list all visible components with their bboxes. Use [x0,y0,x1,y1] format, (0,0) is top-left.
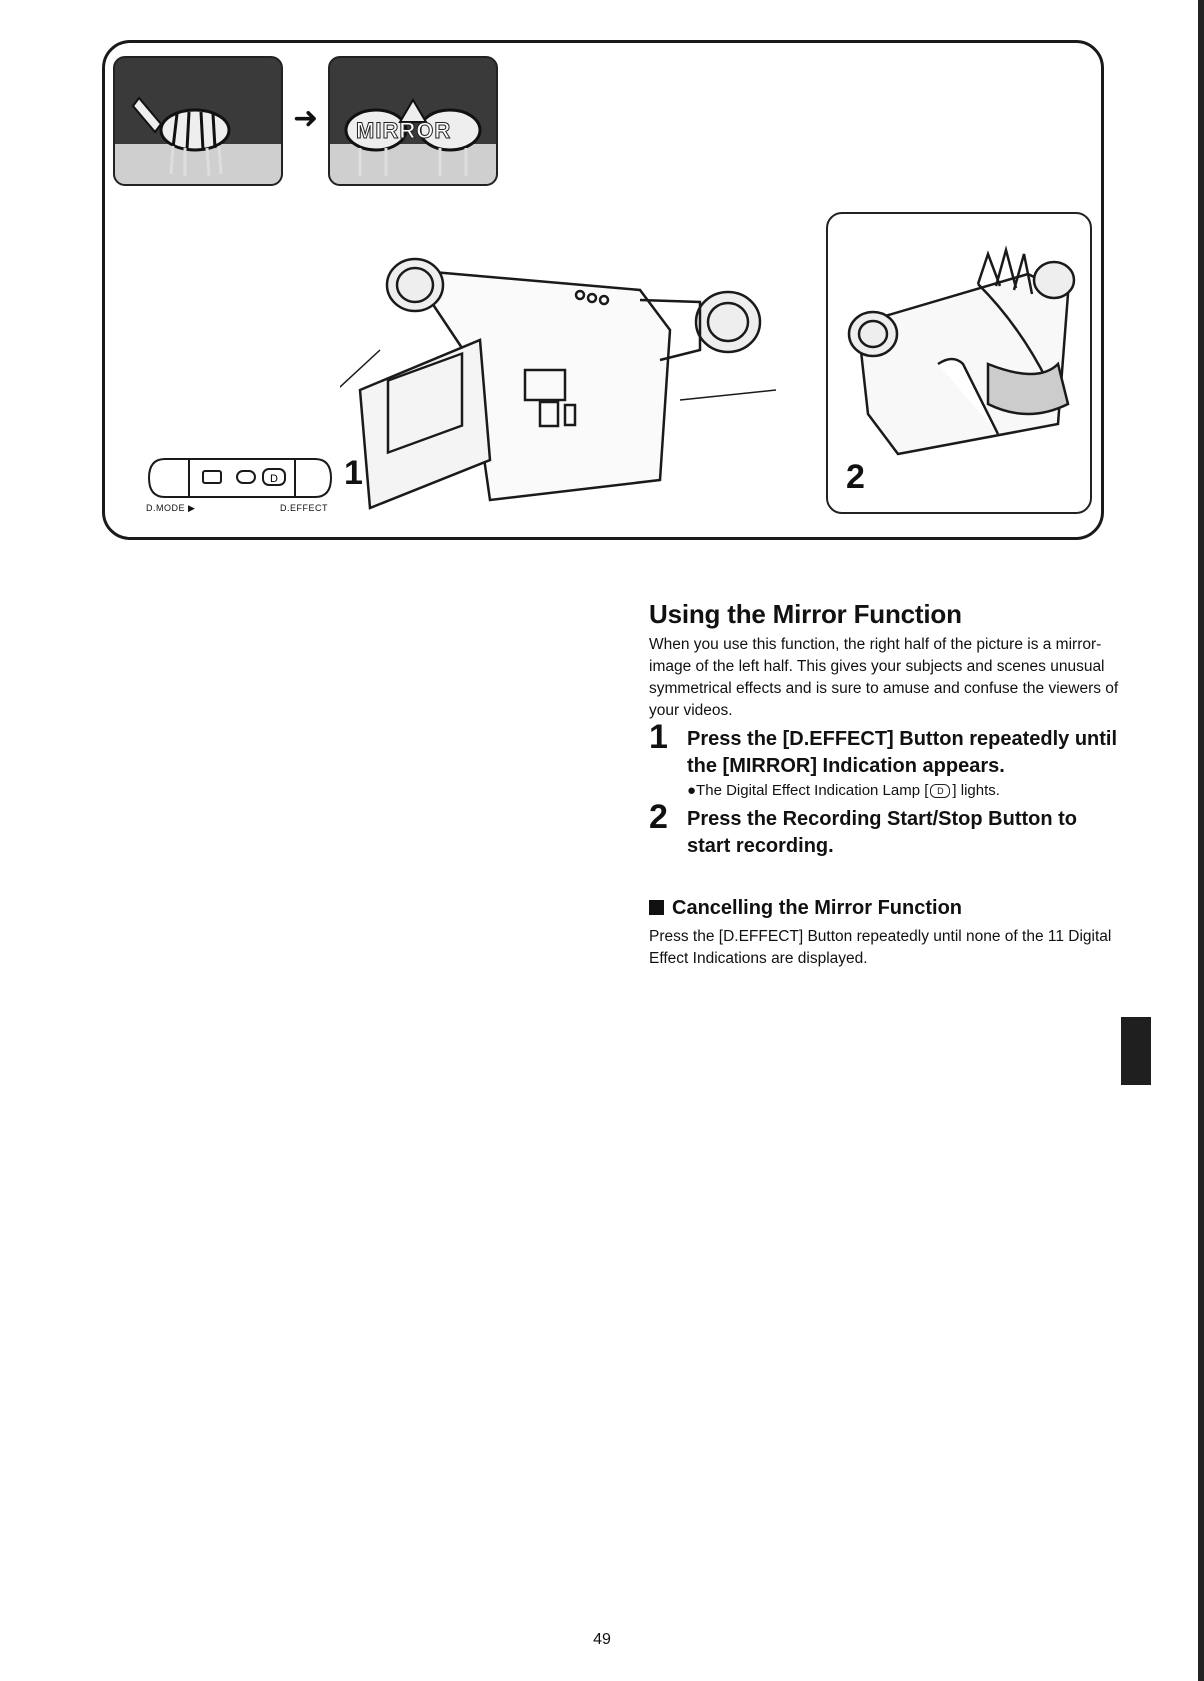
figure-step-2: 2 [846,458,865,496]
thumb-index-tab [1121,1017,1151,1085]
page-edge [1198,0,1204,1681]
step-1 [649,717,1119,802]
step-number: 2 [649,797,668,836]
arrow-right-icon: ➜ [293,102,319,135]
cancel-title: Cancelling the Mirror Function [672,896,963,919]
intro-paragraph: When you use this function, the right half of the picture is a mirror-image of the left half. This gives your subjects and scenes unusual symmetrical effects and is sure to amuse and confuse the viewers of your videos. [649,635,1119,719]
note-text-after: ] lights. [952,781,1000,799]
step-instruction: Press the [D.EFFECT] Button repeatedly until the [MIRROR] Indication appears. [687,727,1118,777]
control-strip [145,455,335,501]
figure-step-1: 1 [344,454,363,492]
svg-text:D: D [270,473,278,485]
lamp-icon: D [930,784,950,798]
section-title: Using the Mirror Function [649,599,962,629]
cancel-heading [649,896,1119,920]
step-instruction: Press the Recording Start/Stop Button to start recording. [687,807,1078,857]
cancel-paragraph: Press the [D.EFFECT] Button repeatedly until none of the 11 Digital Effect Indications are displayed. [649,927,1112,967]
camcorder-illustration [340,240,780,520]
dmode-label: D.MODE ▶ [146,503,196,513]
note-text-before: ●The Digital Effect Indication Lamp [ [687,781,929,799]
inset-step-2 [826,212,1092,514]
photo-after-mirror [328,56,498,186]
square-bullet-icon [649,900,664,915]
step-note [687,780,1119,802]
page-number: 49 [593,1631,611,1648]
text-column [649,600,1119,970]
step-number: 1 [649,717,668,756]
mirror-indication: MIRROR [356,118,452,143]
step-2 [649,797,1119,860]
photo-before-zebra [113,56,283,186]
deffect-label: D.EFFECT [280,503,328,513]
